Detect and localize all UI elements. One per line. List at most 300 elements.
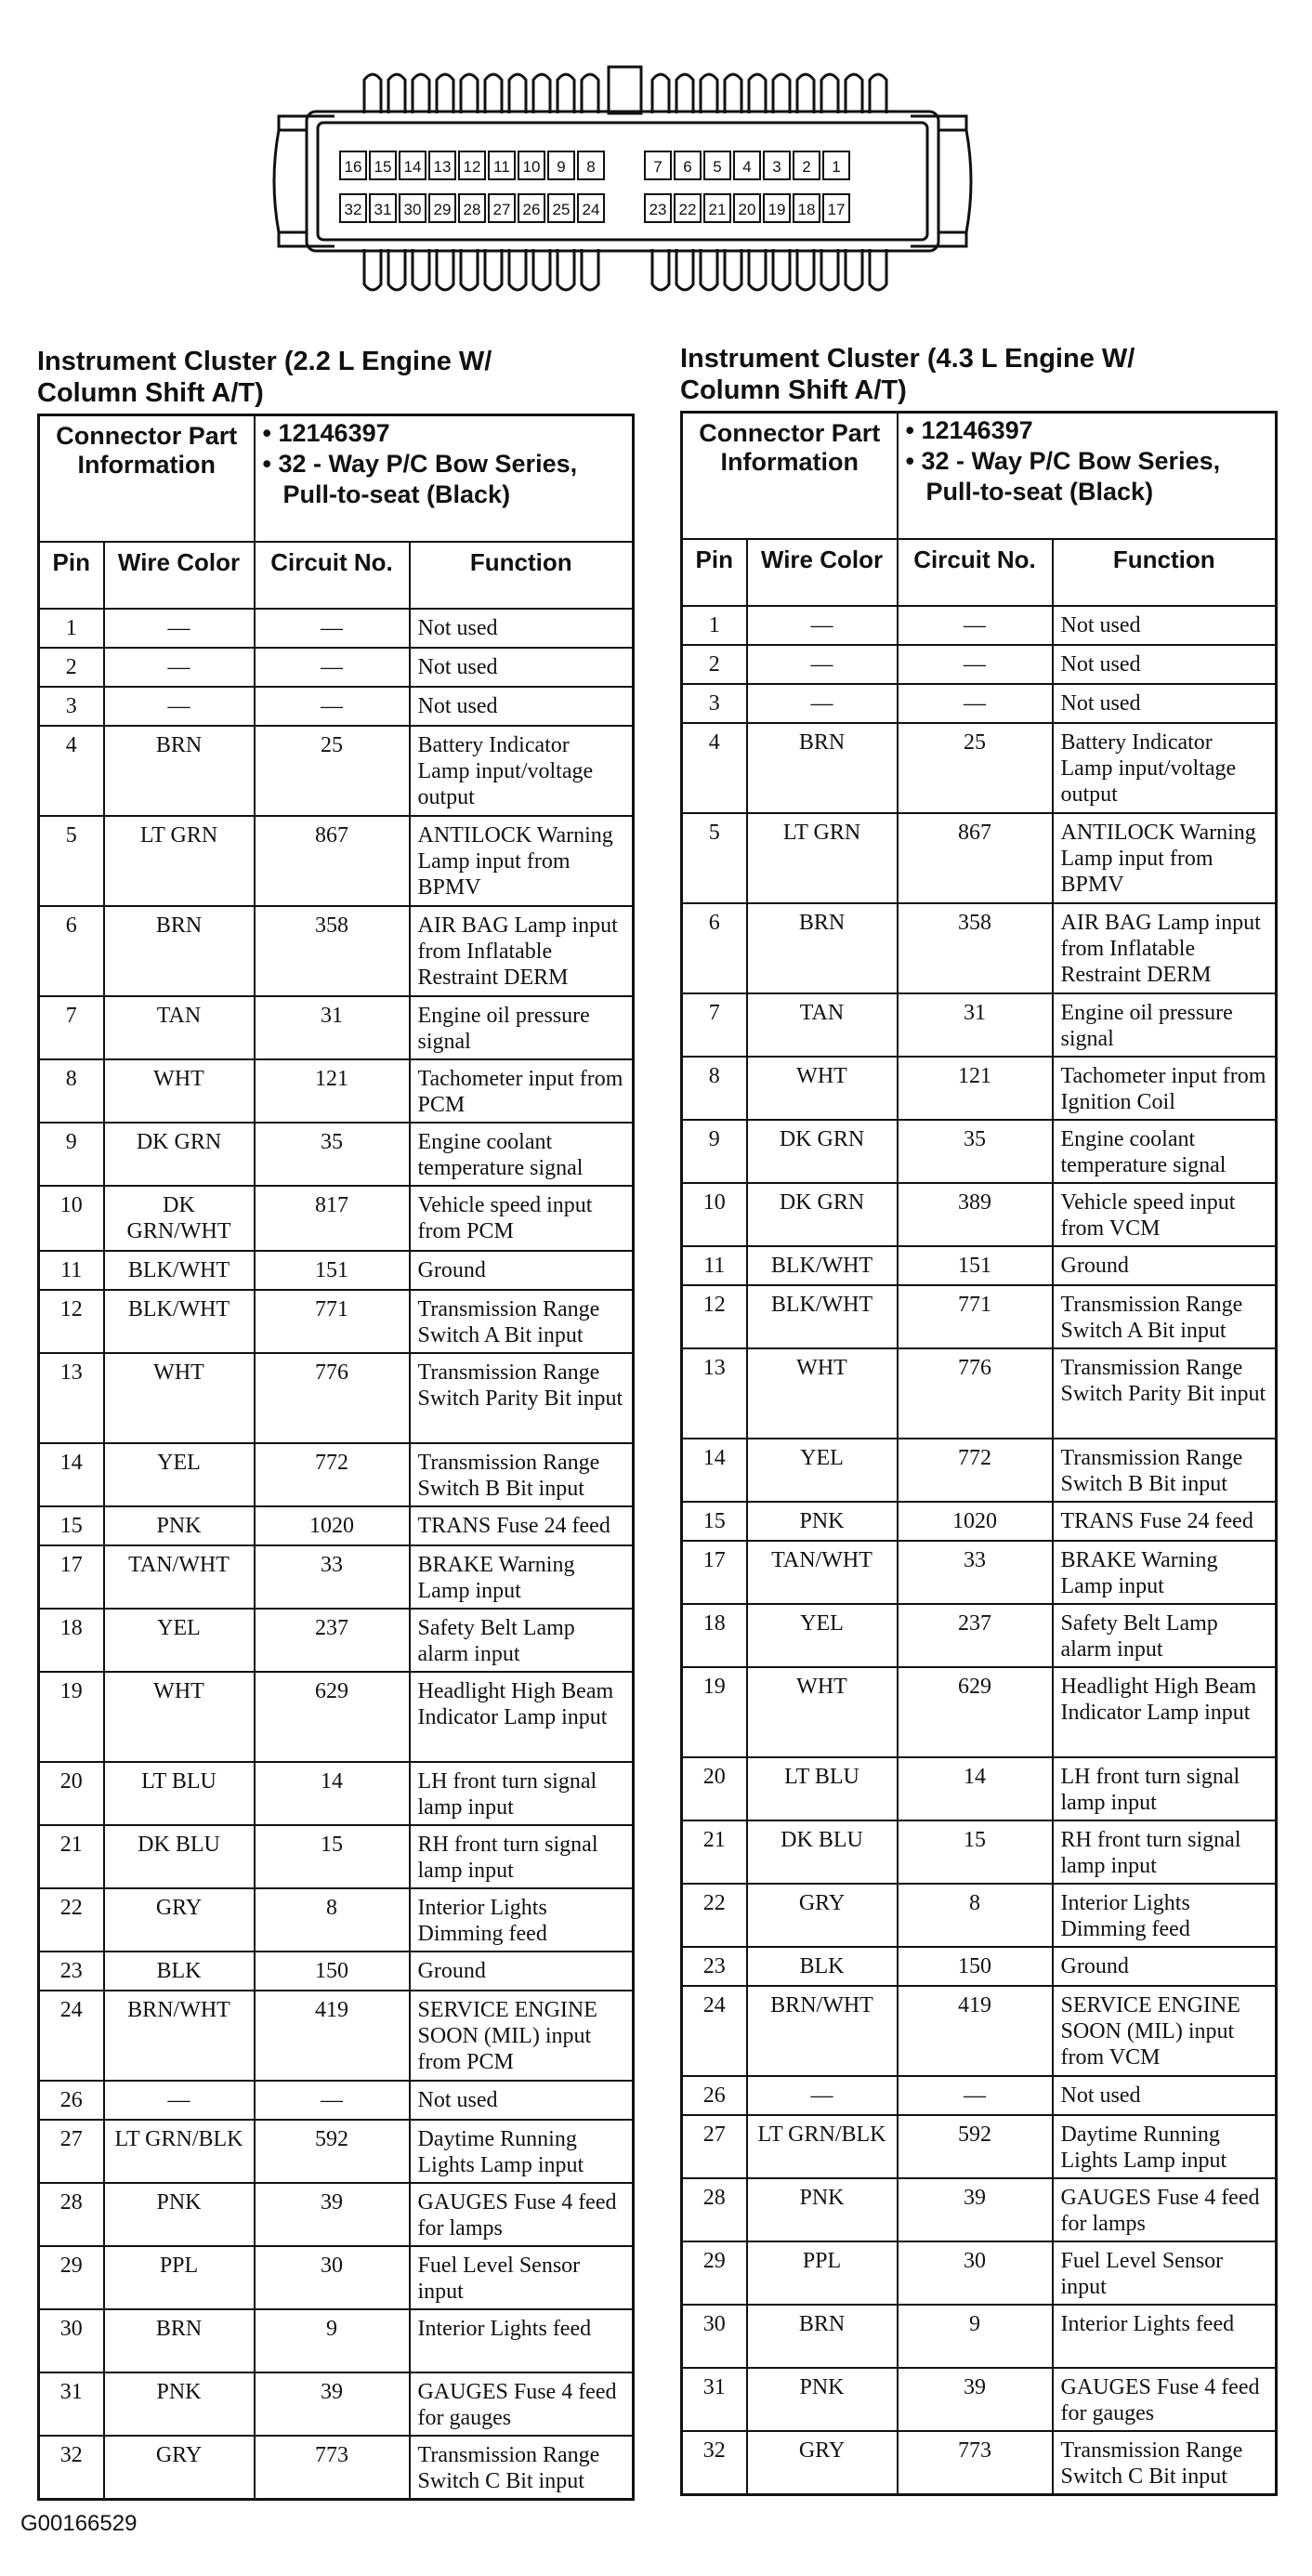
- function-cell: Vehicle speed input from PCM: [410, 1186, 634, 1251]
- function-cell: ANTILOCK Warning Lamp input from BPMV: [410, 816, 634, 906]
- wire-color-cell: LT GRN: [747, 813, 898, 903]
- pin-cell: 27: [682, 2115, 747, 2178]
- pin-number: 5: [713, 158, 722, 176]
- function-cell: BRAKE Warning Lamp input: [1053, 1541, 1277, 1604]
- circuit-no-cell: 121: [898, 1057, 1053, 1120]
- header-circuit-no: Circuit No.: [898, 539, 1053, 606]
- table-row: [682, 903, 1277, 993]
- pin-number: 23: [649, 201, 667, 218]
- wire-color-cell: WHT: [747, 1057, 898, 1120]
- wire-color-cell: DK GRN: [747, 1183, 898, 1246]
- circuit-no-cell: 867: [898, 813, 1053, 903]
- table-row: [39, 1251, 634, 1290]
- wire-color-cell: PNK: [104, 2372, 255, 2436]
- table-row: [682, 1057, 1277, 1120]
- circuit-no-cell: —: [255, 687, 410, 726]
- connector-description: • 32 - Way P/C Bow Series, Pull-to-seat (Black): [905, 447, 1221, 506]
- terminal-bottom: [797, 249, 814, 290]
- wire-color-cell: LT GRN/BLK: [747, 2115, 898, 2178]
- table-row: [682, 1986, 1277, 2076]
- table-row: [39, 1506, 634, 1545]
- circuit-no-cell: —: [255, 2081, 410, 2120]
- function-cell: Transmission Range Switch B Bit input: [1053, 1439, 1277, 1502]
- terminal-bottom: [846, 249, 862, 290]
- function-cell: LH front turn signal lamp input: [410, 1762, 634, 1825]
- function-cell: SERVICE ENGINE SOON (MIL) input from VCM: [1053, 1986, 1277, 2076]
- table-row: [39, 1290, 634, 1353]
- table-row: [682, 1183, 1277, 1246]
- wire-color-cell: GRY: [104, 1888, 255, 1952]
- pin-cell: 31: [39, 2372, 104, 2436]
- function-cell: Transmission Range Switch C Bit input: [410, 2436, 634, 2500]
- circuit-no-cell: 33: [898, 1541, 1053, 1604]
- pin-cell: 28: [682, 2178, 747, 2241]
- pin-cell: 21: [39, 1825, 104, 1888]
- circuit-no-cell: 776: [898, 1348, 1053, 1439]
- table-row: [39, 1991, 634, 2081]
- circuit-no-cell: 8: [898, 1884, 1053, 1947]
- pin-cell: 14: [682, 1439, 747, 1502]
- pin-cell: 32: [39, 2436, 104, 2500]
- pin-cell: 12: [682, 1285, 747, 1348]
- terminal-top: [676, 74, 693, 113]
- function-cell: Not used: [1053, 684, 1277, 723]
- header-pin: Pin: [682, 539, 747, 606]
- function-cell: SERVICE ENGINE SOON (MIL) input from PCM: [410, 1991, 634, 2081]
- pin-cell: 15: [39, 1506, 104, 1545]
- function-cell: BRAKE Warning Lamp input: [410, 1545, 634, 1609]
- table-row: [682, 2431, 1277, 2495]
- function-cell: Ground: [1053, 1246, 1277, 1285]
- table-row: [682, 1246, 1277, 1285]
- terminal-bottom: [725, 249, 741, 290]
- circuit-no-cell: —: [255, 648, 410, 687]
- pin-cell: 6: [682, 903, 747, 993]
- function-cell: GAUGES Fuse 4 feed for gauges: [1053, 2368, 1277, 2431]
- pin-cell: 2: [682, 645, 747, 684]
- pin-cell: 13: [39, 1353, 104, 1443]
- table-title-left-line2: Column Shift A/T): [37, 378, 264, 408]
- circuit-no-cell: 773: [898, 2431, 1053, 2495]
- circuit-no-cell: 772: [255, 1443, 410, 1506]
- function-cell: Engine coolant temperature signal: [1053, 1120, 1277, 1183]
- pin-cell: 13: [682, 1348, 747, 1439]
- table-row: [682, 1947, 1277, 1986]
- circuit-no-cell: 771: [898, 1285, 1053, 1348]
- terminal-top: [388, 74, 405, 113]
- table-row: [39, 726, 634, 816]
- pin-cell: 20: [682, 1757, 747, 1820]
- wire-color-cell: —: [747, 606, 898, 645]
- terminal-bottom: [413, 249, 429, 290]
- connector-diagram: [0, 0, 1312, 325]
- wire-color-cell: BRN: [747, 2305, 898, 2368]
- table-row: [39, 1952, 634, 1991]
- header-row: [682, 539, 1277, 606]
- pin-cell: 1: [39, 609, 104, 648]
- terminal-bottom: [485, 249, 502, 290]
- wire-color-cell: PNK: [747, 2368, 898, 2431]
- center-tab: [609, 67, 641, 113]
- pin-number: 19: [768, 201, 786, 218]
- function-cell: Not used: [410, 648, 634, 687]
- pin-cell: 29: [682, 2241, 747, 2305]
- pin-number: 28: [463, 201, 481, 218]
- table-title-right-line2: Column Shift A/T): [680, 375, 907, 405]
- pin-cell: 15: [682, 1502, 747, 1541]
- function-cell: Battery Indicator Lamp input/voltage output: [1053, 723, 1277, 813]
- wire-color-cell: PNK: [104, 2183, 255, 2246]
- terminal-bottom: [701, 249, 717, 290]
- function-cell: Daytime Running Lights Lamp input: [410, 2120, 634, 2183]
- function-cell: Not used: [1053, 645, 1277, 684]
- wire-color-cell: WHT: [747, 1667, 898, 1757]
- function-cell: Battery Indicator Lamp input/voltage output: [410, 726, 634, 816]
- circuit-no-cell: 33: [255, 1545, 410, 1609]
- function-cell: Interior Lights feed: [1053, 2305, 1277, 2368]
- function-cell: Tachometer input from Ignition Coil: [1053, 1057, 1277, 1120]
- pin-cell: 5: [39, 816, 104, 906]
- circuit-no-cell: —: [898, 684, 1053, 723]
- circuit-no-cell: 14: [898, 1757, 1053, 1820]
- wire-color-cell: PPL: [104, 2246, 255, 2309]
- pin-cell: 5: [682, 813, 747, 903]
- pin-number: 29: [433, 201, 452, 218]
- table-row: [682, 2076, 1277, 2115]
- wire-color-cell: —: [747, 684, 898, 723]
- pin-cell: 22: [682, 1884, 747, 1947]
- wire-color-cell: BLK/WHT: [104, 1251, 255, 1290]
- function-cell: Safety Belt Lamp alarm input: [1053, 1604, 1277, 1667]
- pin-cell: 17: [682, 1541, 747, 1604]
- figure-id: G00166529: [20, 2511, 138, 2536]
- circuit-no-cell: 30: [255, 2246, 410, 2309]
- terminal-top: [485, 74, 502, 113]
- table-row: [39, 816, 634, 906]
- function-cell: Safety Belt Lamp alarm input: [410, 1609, 634, 1672]
- function-cell: Tachometer input from PCM: [410, 1059, 634, 1123]
- circuit-no-cell: 1020: [898, 1502, 1053, 1541]
- wire-color-cell: LT BLU: [104, 1762, 255, 1825]
- terminal-top: [558, 74, 574, 113]
- wire-color-cell: TAN: [747, 993, 898, 1057]
- pin-number: 6: [683, 158, 692, 176]
- terminal-top: [413, 74, 429, 113]
- wire-color-cell: BRN: [747, 903, 898, 993]
- pin-number: 3: [772, 158, 781, 176]
- table-row: [682, 1667, 1277, 1757]
- pin-cell: 23: [39, 1952, 104, 1991]
- wire-color-cell: YEL: [747, 1604, 898, 1667]
- terminal-top: [821, 74, 838, 113]
- pin-cell: 30: [39, 2309, 104, 2372]
- pin-cell: 28: [39, 2183, 104, 2246]
- table-row: [39, 1353, 634, 1443]
- circuit-no-cell: 772: [898, 1439, 1053, 1502]
- pin-number: 13: [433, 158, 452, 176]
- pin-cell: 12: [39, 1290, 104, 1353]
- circuit-no-cell: 35: [898, 1120, 1053, 1183]
- table-row: [39, 2436, 634, 2500]
- circuit-no-cell: 35: [255, 1123, 410, 1186]
- wire-color-cell: GRY: [747, 1884, 898, 1947]
- wire-color-cell: GRY: [104, 2436, 255, 2500]
- terminal-bottom: [558, 249, 574, 290]
- circuit-no-cell: 9: [255, 2309, 410, 2372]
- circuit-no-cell: 629: [255, 1672, 410, 1762]
- table-row: [682, 813, 1277, 903]
- pin-cell: 24: [682, 1986, 747, 2076]
- pin-cell: 20: [39, 1762, 104, 1825]
- terminal-top: [870, 74, 886, 113]
- circuit-no-cell: 358: [898, 903, 1053, 993]
- pin-table-right: [680, 411, 1278, 2496]
- terminal-bottom: [388, 249, 405, 290]
- wire-color-cell: GRY: [747, 2431, 898, 2495]
- connector-info-values: [255, 415, 634, 542]
- pin-number: 21: [708, 201, 727, 218]
- function-cell: Transmission Range Switch C Bit input: [1053, 2431, 1277, 2495]
- circuit-no-cell: 31: [255, 996, 410, 1059]
- circuit-no-cell: 592: [898, 2115, 1053, 2178]
- terminal-top: [461, 74, 478, 113]
- circuit-no-cell: 867: [255, 816, 410, 906]
- terminal-top: [652, 74, 669, 113]
- wire-color-cell: WHT: [747, 1348, 898, 1439]
- function-cell: Headlight High Beam Indicator Lamp input: [1053, 1667, 1277, 1757]
- circuit-no-cell: 237: [255, 1609, 410, 1672]
- function-cell: Headlight High Beam Indicator Lamp input: [410, 1672, 634, 1762]
- wire-color-cell: —: [104, 2081, 255, 2120]
- wire-color-cell: BRN: [104, 726, 255, 816]
- wire-color-cell: WHT: [104, 1672, 255, 1762]
- function-cell: RH front turn signal lamp input: [410, 1825, 634, 1888]
- pin-cell: 4: [682, 723, 747, 813]
- circuit-no-cell: 39: [255, 2183, 410, 2246]
- terminal-top: [846, 74, 862, 113]
- pin-number: 27: [492, 201, 511, 218]
- pin-number: 32: [344, 201, 362, 218]
- table-row: [39, 1825, 634, 1888]
- wire-color-cell: PPL: [747, 2241, 898, 2305]
- pin-cell: 7: [682, 993, 747, 1057]
- function-cell: Not used: [1053, 606, 1277, 645]
- wire-color-cell: DK GRN/WHT: [104, 1186, 255, 1251]
- header-wire-color: Wire Color: [747, 539, 898, 606]
- circuit-no-cell: 389: [898, 1183, 1053, 1246]
- pin-cell: 2: [39, 648, 104, 687]
- circuit-no-cell: 419: [255, 1991, 410, 2081]
- wire-color-cell: BRN/WHT: [747, 1986, 898, 2076]
- table-row: [39, 1545, 634, 1609]
- function-cell: LH front turn signal lamp input: [1053, 1757, 1277, 1820]
- pin-cell: 19: [682, 1667, 747, 1757]
- terminal-bottom: [821, 249, 838, 290]
- terminal-top: [509, 74, 526, 113]
- table-row: [682, 2178, 1277, 2241]
- connector-info-label: Connector Part Information: [682, 413, 898, 539]
- pin-cell: 30: [682, 2305, 747, 2368]
- pin-cell: 17: [39, 1545, 104, 1609]
- table-title-right: [680, 343, 1135, 406]
- wire-color-cell: BLK/WHT: [104, 1290, 255, 1353]
- circuit-no-cell: 592: [255, 2120, 410, 2183]
- circuit-no-cell: 150: [255, 1952, 410, 1991]
- pin-cell: 22: [39, 1888, 104, 1952]
- table-row: [682, 1820, 1277, 1884]
- terminal-top: [533, 74, 550, 113]
- circuit-no-cell: 817: [255, 1186, 410, 1251]
- right-latch-curve: [966, 130, 971, 232]
- wire-color-cell: —: [747, 2076, 898, 2115]
- table-row: [39, 906, 634, 996]
- pin-cell: 29: [39, 2246, 104, 2309]
- pin-cell: 18: [39, 1609, 104, 1672]
- terminal-top: [773, 74, 790, 113]
- terminal-bottom: [364, 249, 381, 290]
- function-cell: AIR BAG Lamp input from Inflatable Restraint DERM: [1053, 903, 1277, 993]
- pin-cell: 23: [682, 1947, 747, 1986]
- wire-color-cell: TAN: [104, 996, 255, 1059]
- pin-number: 7: [653, 158, 663, 176]
- pin-number: 8: [586, 158, 596, 176]
- circuit-no-cell: —: [898, 645, 1053, 684]
- function-cell: GAUGES Fuse 4 feed for gauges: [410, 2372, 634, 2436]
- pin-cell: 10: [682, 1183, 747, 1246]
- circuit-no-cell: 25: [898, 723, 1053, 813]
- terminal-top: [701, 74, 717, 113]
- terminal-bottom: [773, 249, 790, 290]
- circuit-no-cell: 1020: [255, 1506, 410, 1545]
- function-cell: Fuel Level Sensor input: [410, 2246, 634, 2309]
- header-function: Function: [1053, 539, 1277, 606]
- table-row: [682, 2305, 1277, 2368]
- circuit-no-cell: 14: [255, 1762, 410, 1825]
- pin-number: 16: [344, 158, 362, 176]
- pin-number: 10: [522, 158, 541, 176]
- pin-cell: 27: [39, 2120, 104, 2183]
- wire-color-cell: BRN: [104, 906, 255, 996]
- table-row: [682, 1604, 1277, 1667]
- terminal-bottom: [870, 249, 886, 290]
- function-cell: Ground: [410, 1251, 634, 1290]
- terminal-top: [364, 74, 381, 113]
- left-latch-curve: [274, 130, 279, 232]
- pin-number: 4: [742, 158, 752, 176]
- function-cell: Not used: [410, 2081, 634, 2120]
- header-function: Function: [410, 542, 634, 609]
- function-cell: Not used: [410, 609, 634, 648]
- wire-color-cell: LT GRN: [104, 816, 255, 906]
- pin-cell: 8: [682, 1057, 747, 1120]
- wire-color-cell: DK GRN: [104, 1123, 255, 1186]
- terminal-bottom: [676, 249, 693, 290]
- wire-color-cell: YEL: [104, 1443, 255, 1506]
- wire-color-cell: TAN/WHT: [747, 1541, 898, 1604]
- table-row: [39, 609, 634, 648]
- connector-info-label: Connector Part Information: [39, 415, 255, 542]
- function-cell: Ground: [410, 1952, 634, 1991]
- pin-cell: 32: [682, 2431, 747, 2495]
- function-cell: Transmission Range Switch A Bit input: [410, 1290, 634, 1353]
- pin-cell: 4: [39, 726, 104, 816]
- circuit-no-cell: —: [255, 609, 410, 648]
- wire-color-cell: PNK: [104, 1506, 255, 1545]
- table-title-left: [37, 346, 492, 409]
- function-cell: Interior Lights Dimming feed: [1053, 1884, 1277, 1947]
- circuit-no-cell: 9: [898, 2305, 1053, 2368]
- wire-color-cell: PNK: [747, 1502, 898, 1541]
- pin-number: 20: [738, 201, 756, 218]
- pin-number: 1: [832, 158, 841, 176]
- wire-color-cell: —: [104, 609, 255, 648]
- terminal-bottom: [437, 249, 453, 290]
- circuit-no-cell: 39: [255, 2372, 410, 2436]
- table-row: [682, 2368, 1277, 2431]
- wire-color-cell: WHT: [104, 1353, 255, 1443]
- table-row: [39, 1672, 634, 1762]
- circuit-no-cell: 30: [898, 2241, 1053, 2305]
- connector-description: • 32 - Way P/C Bow Series, Pull-to-seat (Black): [262, 450, 578, 508]
- wire-color-cell: YEL: [747, 1439, 898, 1502]
- function-cell: Transmission Range Switch A Bit input: [1053, 1285, 1277, 1348]
- function-cell: Transmission Range Switch Parity Bit input: [410, 1353, 634, 1443]
- function-cell: Daytime Running Lights Lamp input: [1053, 2115, 1277, 2178]
- pin-cell: 26: [682, 2076, 747, 2115]
- function-cell: Interior Lights Dimming feed: [410, 1888, 634, 1952]
- function-cell: TRANS Fuse 24 feed: [410, 1506, 634, 1545]
- table-row: [39, 1609, 634, 1672]
- wire-color-cell: —: [104, 687, 255, 726]
- terminal-bottom: [509, 249, 526, 290]
- pin-cell: 26: [39, 2081, 104, 2120]
- pin-cell: 19: [39, 1672, 104, 1762]
- wire-color-cell: BRN/WHT: [104, 1991, 255, 2081]
- function-cell: TRANS Fuse 24 feed: [1053, 1502, 1277, 1541]
- table-row: [682, 1348, 1277, 1439]
- pin-cell: 9: [682, 1120, 747, 1183]
- function-cell: Transmission Range Switch Parity Bit input: [1053, 1348, 1277, 1439]
- pin-number: 26: [522, 201, 541, 218]
- table-row: [39, 2183, 634, 2246]
- pin-cell: 9: [39, 1123, 104, 1186]
- pin-cell: 1: [682, 606, 747, 645]
- terminal-top: [749, 74, 766, 113]
- circuit-no-cell: 237: [898, 1604, 1053, 1667]
- circuit-no-cell: 151: [255, 1251, 410, 1290]
- table-title-right-line1: Instrument Cluster (4.3 L Engine W/: [680, 344, 1135, 374]
- wire-color-cell: —: [747, 645, 898, 684]
- pin-cell: 6: [39, 906, 104, 996]
- table-row: [682, 723, 1277, 813]
- terminal-top: [437, 74, 453, 113]
- pin-number: 17: [827, 201, 846, 218]
- pin-table-left: [37, 414, 635, 2501]
- function-cell: GAUGES Fuse 4 feed for lamps: [410, 2183, 634, 2246]
- circuit-no-cell: 419: [898, 1986, 1053, 2076]
- wire-color-cell: —: [104, 648, 255, 687]
- table-row: [39, 2120, 634, 2183]
- circuit-no-cell: 25: [255, 726, 410, 816]
- pin-number: 2: [802, 158, 811, 176]
- wire-color-cell: PNK: [747, 2178, 898, 2241]
- table-row: [39, 2246, 634, 2309]
- pin-number: 24: [582, 201, 600, 218]
- terminal-top: [797, 74, 814, 113]
- circuit-no-cell: 39: [898, 2178, 1053, 2241]
- table-row: [39, 1888, 634, 1952]
- function-cell: GAUGES Fuse 4 feed for lamps: [1053, 2178, 1277, 2241]
